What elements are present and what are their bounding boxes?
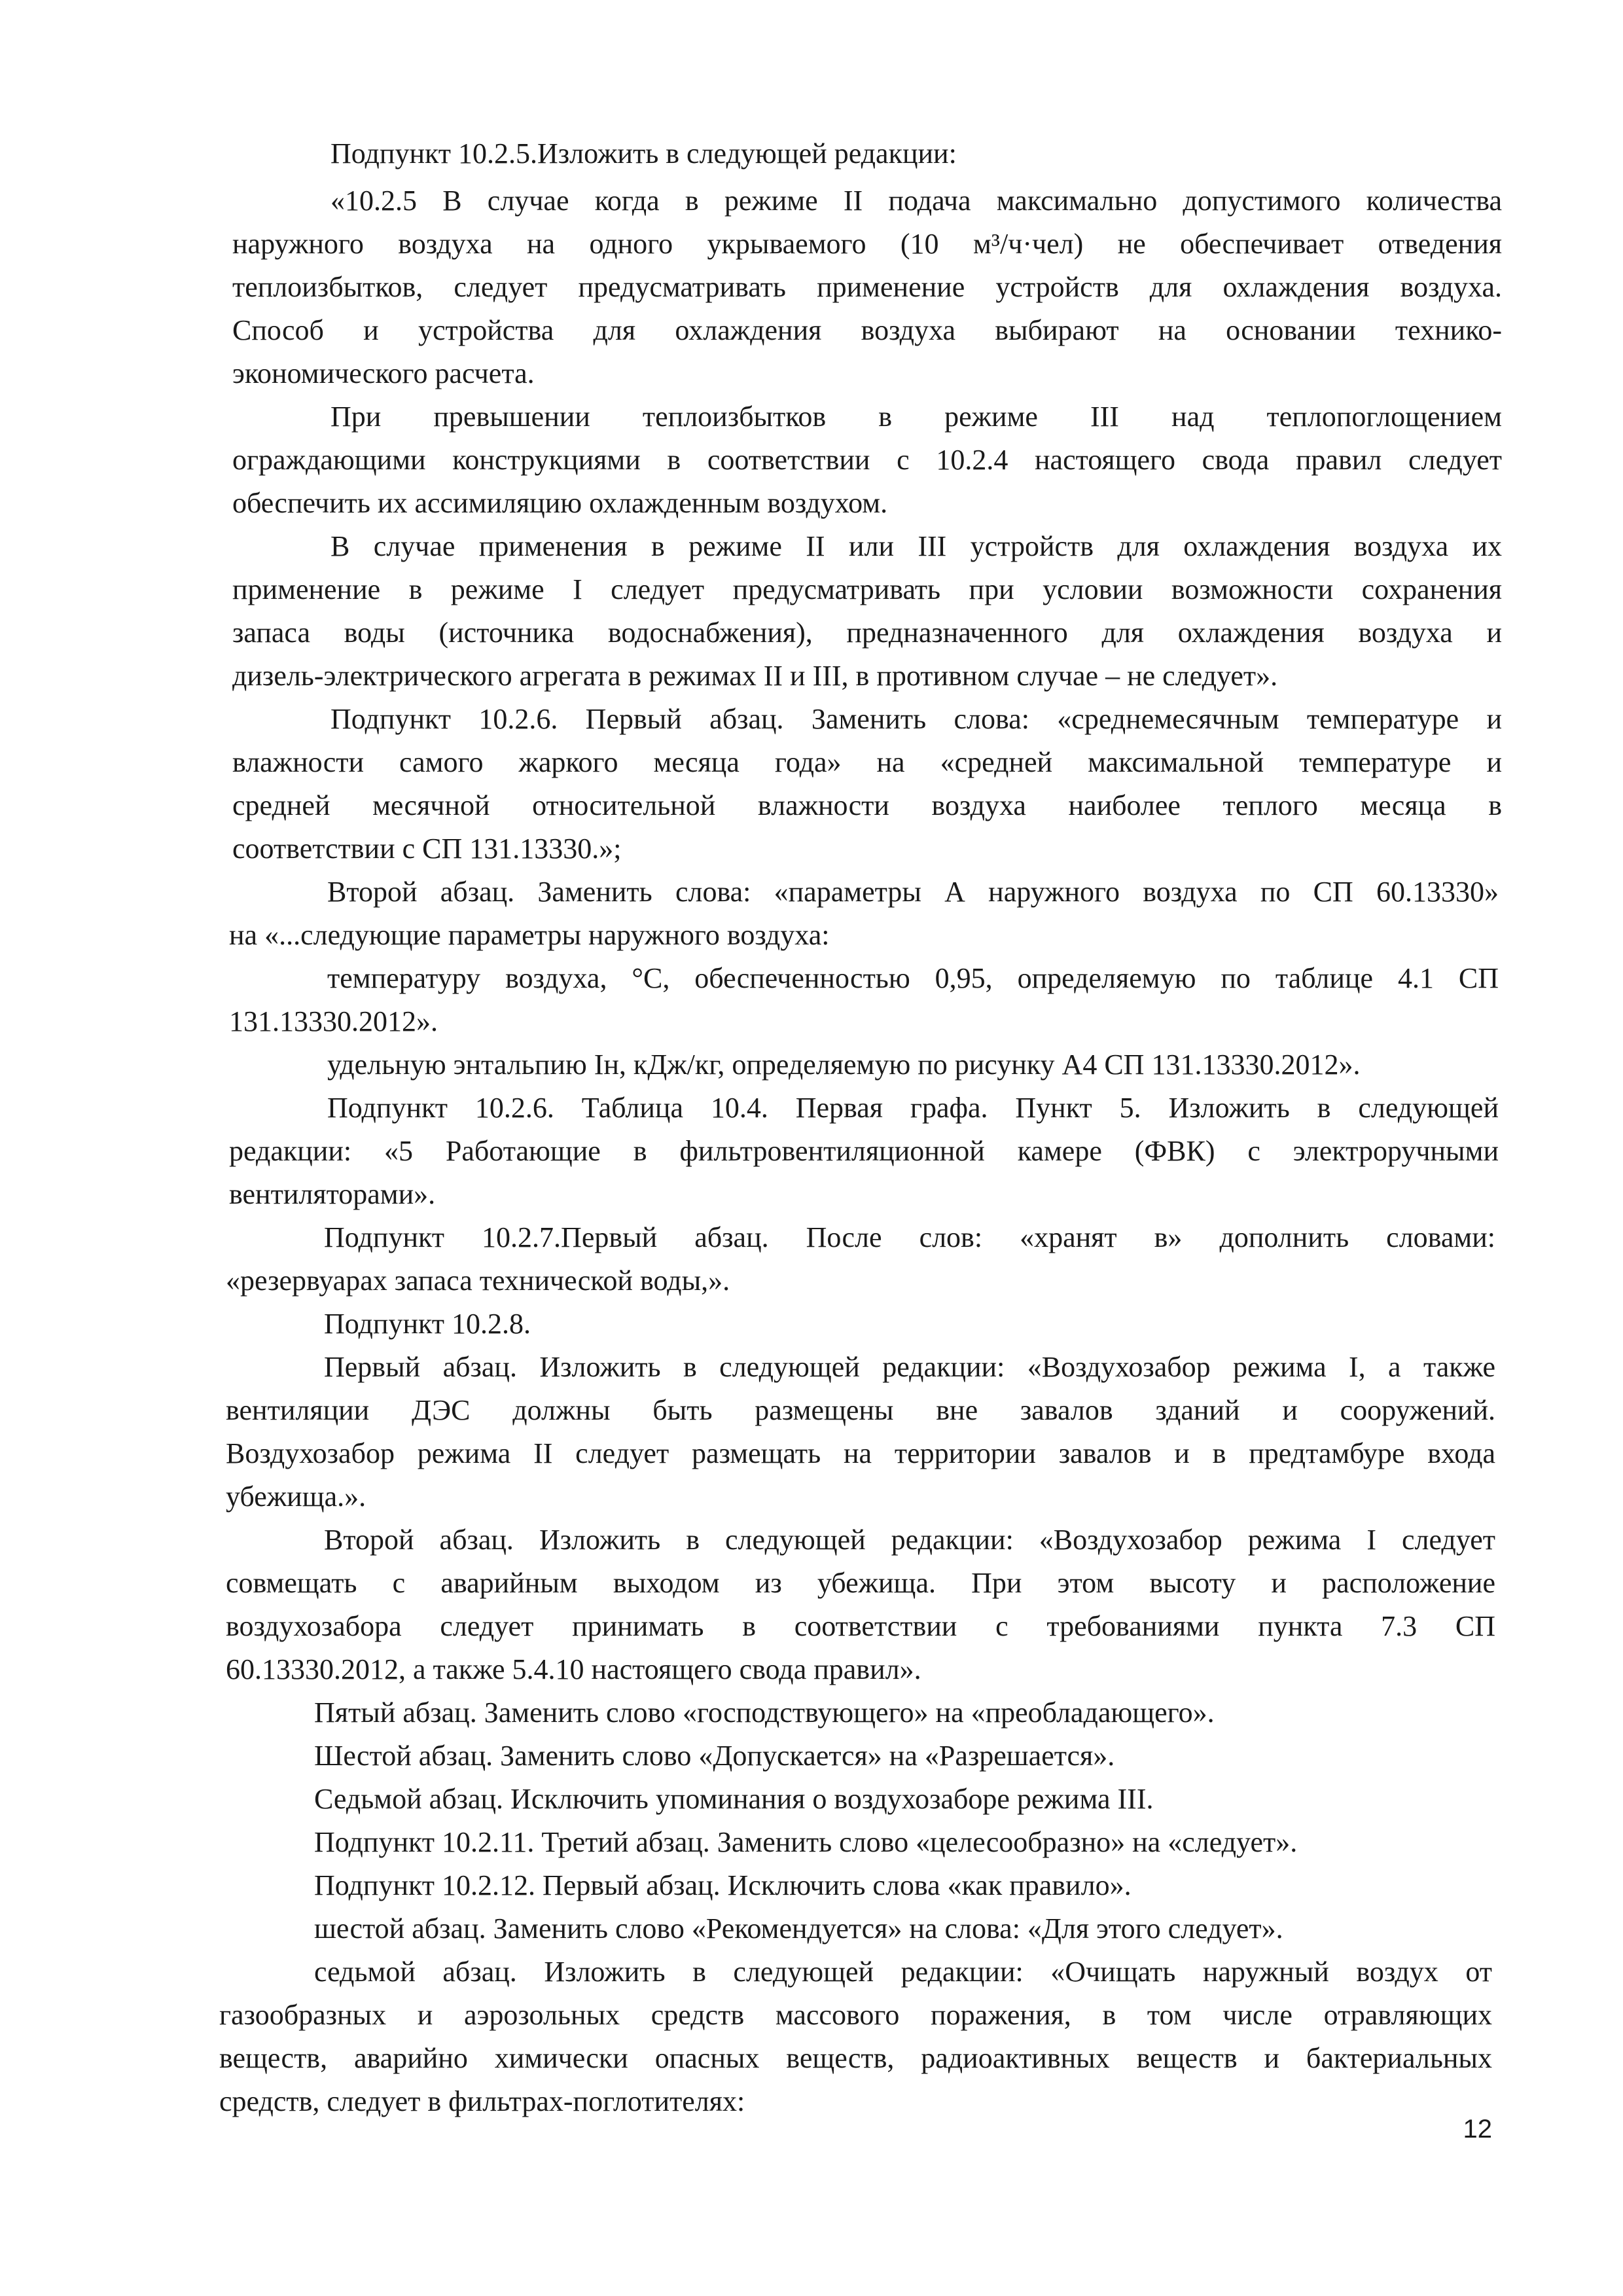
text-line: В случае применения в режиме II или III устройств для охлаждения воздуха их [330, 530, 1502, 562]
text-line: температуру воздуха, °С, обеспеченностью 0,95, определяемую по таблице 4.1 СП [327, 962, 1499, 994]
text-line: Подпункт 10.2.11. Третий абзац. Заменить слово «целесообразно» на «следует». [314, 1826, 1298, 1858]
text-line: Воздухозабор режима II следует размещать на территории завалов и в предтамбуре входа [226, 1437, 1495, 1469]
text-line: Подпункт 10.2.7.Первый абзац. После слов: «хранят в» дополнить словами: [324, 1221, 1495, 1253]
text-line: Способ и устройства для охлаждения воздуха выбирают на основании технико- [232, 314, 1502, 346]
text-line: Подпункт 10.2.6. Первый абзац. Заменить слова: «среднемесячным температуре и [330, 703, 1502, 735]
text-line: обеспечить их ассимиляцию охлажденным воздухом. [232, 487, 888, 519]
text-line: Первый абзац. Изложить в следующей редакции: «Воздухозабор режима I, а также [324, 1351, 1495, 1383]
text-line: Пятый абзац. Заменить слово «господствующего» на «преобладающего». [314, 1696, 1215, 1729]
text-line: 131.13330.2012». [229, 1005, 438, 1037]
text-line: Подпункт 10.2.6. Таблица 10.4. Первая графа. Пункт 5. Изложить в следующей [327, 1092, 1499, 1124]
text-line: При превышении теплоизбытков в режиме III над теплопоглощением [330, 401, 1502, 433]
text-line: вентиляции ДЭС должны быть размещены вне завалов зданий и сооружений. [226, 1394, 1495, 1426]
text-line: экономического расчета. [232, 357, 535, 389]
text-line: воздухозабора следует принимать в соответствии с требованиями пункта 7.3 СП [226, 1610, 1495, 1642]
text-line: «10.2.5 В случае когда в режиме II подача максимально допустимого количества [330, 185, 1502, 217]
text-line: 60.13330.2012, а также 5.4.10 настоящего свода правил». [226, 1653, 921, 1685]
text-line: наружного воздуха на одного укрываемого (10 м³/ч·чел) не обеспечивает отведения [232, 228, 1502, 260]
text-line: соответствии с СП 131.13330.»; [232, 833, 622, 865]
text-line: Седьмой абзац. Исключить упоминания о воздухозаборе режима III. [314, 1783, 1154, 1815]
text-line: Шестой абзац. Заменить слово «Допускается» на «Разрешается». [314, 1740, 1115, 1772]
text-line: Подпункт 10.2.8. [324, 1308, 531, 1340]
text-line: «резервуарах запаса технической воды,». [226, 1265, 730, 1297]
text-line: Подпункт 10.2.5.Изложить в следующей редакции: [330, 137, 957, 170]
text-line: убежища.». [226, 1480, 366, 1513]
text-line: веществ, аварийно химически опасных веществ, радиоактивных веществ и бактериальных [219, 2042, 1492, 2074]
text-line: Второй абзац. Изложить в следующей редакции: «Воздухозабор режима I следует [324, 1524, 1495, 1556]
text-line: редакции: «5 Работающие в фильтровентиляционной камере (ФВК) с электроручными [229, 1135, 1499, 1167]
text-line: Подпункт 10.2.12. Первый абзац. Исключить слова «как правило». [314, 1869, 1132, 1901]
text-line: дизель-электрического агрегата в режимах II и III, в противном случае – не следует». [232, 660, 1278, 692]
page-number: 12 [1463, 2115, 1492, 2144]
text-line: средств, следует в фильтрах-поглотителях: [219, 2085, 745, 2117]
text-line: ограждающими конструкциями в соответствии с 10.2.4 настоящего свода правил следует [232, 444, 1502, 476]
text-line: шестой абзац. Заменить слово «Рекомендуется» на слова: «Для этого следует». [314, 1912, 1283, 1945]
text-line: запаса воды (источника водоснабжения), предназначенного для охлаждения воздуха и [232, 617, 1502, 649]
text-line: влажности самого жаркого месяца года» на «средней максимальной температуре и [232, 746, 1502, 778]
text-line: теплоизбытков, следует предусматривать применение устройств для охлаждения воздуха. [232, 271, 1502, 303]
text-line: средней месячной относительной влажности воздуха наиболее теплого месяца в [232, 789, 1502, 821]
text-line: Второй абзац. Заменить слова: «параметры А наружного воздуха по СП 60.13330» [327, 876, 1499, 908]
text-line: седьмой абзац. Изложить в следующей редакции: «Очищать наружный воздух от [314, 1956, 1492, 1988]
text-line: на «...следующие параметры наружного воздуха: [229, 919, 830, 951]
text-line: совмещать с аварийным выходом из убежища. При этом высоту и расположение [226, 1567, 1495, 1599]
text-line: газообразных и аэрозольных средств массового поражения, в том числе отравляющих [219, 1999, 1492, 2031]
text-line: вентиляторами». [229, 1178, 436, 1210]
text-line: применение в режиме I следует предусматривать при условии возможности сохранения [232, 573, 1502, 605]
text-line: удельную энтальпию Iн, кДж/кг, определяемую по рисунку А4 СП 131.13330.2012». [327, 1049, 1361, 1081]
